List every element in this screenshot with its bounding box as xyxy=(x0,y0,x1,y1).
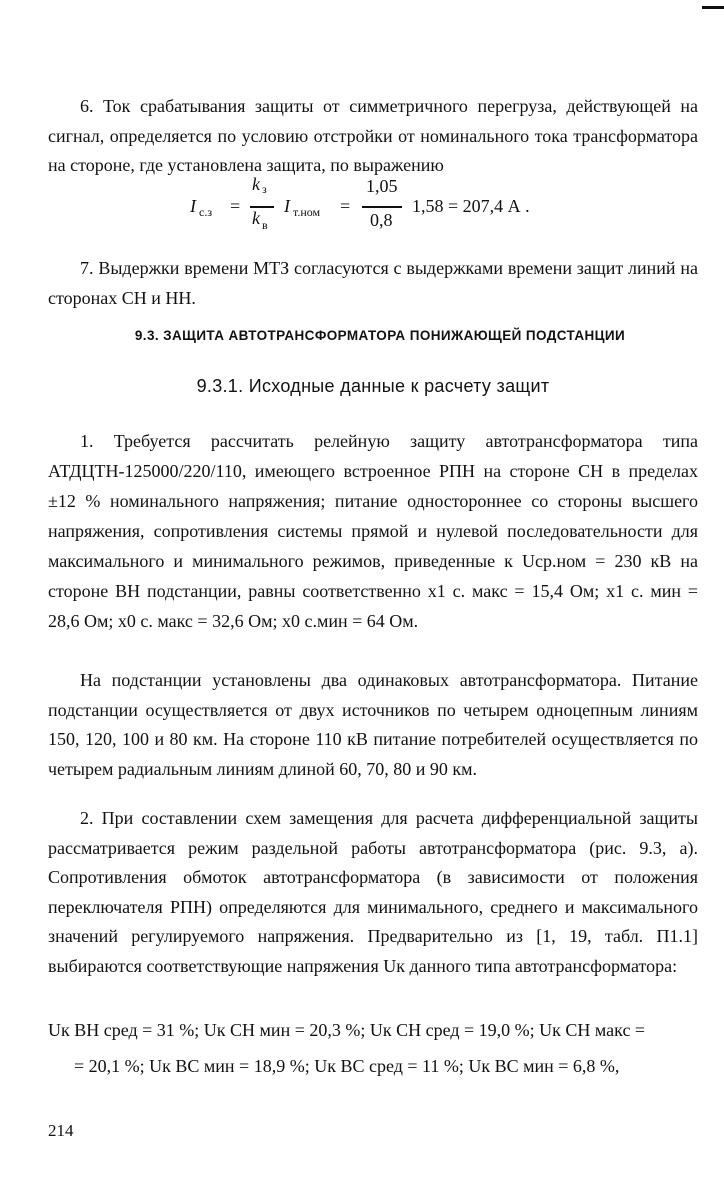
formula-frac2-bar xyxy=(362,206,402,208)
formula-current: I xyxy=(284,196,290,216)
formula-frac2-denominator: 0,8 xyxy=(370,210,393,230)
paragraph-1: 1. Требуется рассчитать релейную защиту автотрансформатора типа АТДЦТН-125000/220/110, имеющего встроенное РПН на стороне СН в пределах ±12 % номинального напряжения; питание одностороннее со стороны высшего напряжения, сопротивления системы прямой и нулевой последовательности для максимального и минимального режимов, приведенные к Uср.ном = 230 кВ на стороне ВН подстанции, равны соответственно x1 с. макс = 15,4 Ом; x1 с. мин = 28,6 Ом; x0 с. макс = 32,6 Ом; x0 с.мин = 64 Ом. xyxy=(48,431,698,631)
formula-equals-1: = xyxy=(230,196,241,216)
formula-frac1-denominator-subscript: в xyxy=(262,218,268,232)
voltages-line-2: = 20,1 %; Uк ВС мин = 18,9 %; Uк ВС сред = 11 %; Uк ВС мин = 6,8 %, xyxy=(74,1056,620,1076)
subsection-heading: 9.3.1. Исходные данные к расчету защит xyxy=(196,376,550,396)
voltages-line-1: Uк ВН сред = 31 %; Uк СН мин = 20,3 %; Uк СН сред = 19,0 %; Uк СН макс = xyxy=(48,1020,646,1040)
paragraph-6: 6. Ток срабатывания защиты от симметричного перегруза, действующей на сигнал, определяется по условию отстройки от номинального тока трансформатора на стороне, где установлена защита, по выражению xyxy=(48,96,698,175)
formula-frac1-denominator: k xyxy=(252,208,260,228)
section-heading: 9.3. ЗАЩИТА АВТОТРАНСФОРМАТОРА ПОНИЖАЮЩЕЙ ПОДСТАНЦИИ xyxy=(134,328,626,343)
formula-equals-2: = xyxy=(340,196,351,216)
page-corner-mark xyxy=(702,6,724,9)
formula-frac2-numerator: 1,05 xyxy=(366,176,398,196)
formula-lhs-subscript: с.з xyxy=(199,205,213,219)
formula-tail: 1,58 = 207,4 А . xyxy=(412,196,530,216)
formula-frac1-numerator-subscript: з xyxy=(262,182,267,196)
formula-lhs: I xyxy=(190,196,196,216)
formula-trip-current xyxy=(190,174,610,238)
paragraph-substation: На подстанции установлены два одинаковых автотрансформатора. Питание подстанции осуществляется от двух источников по четырем одноцепным линиям 150, 120, 100 и 80 км. На стороне 110 кВ питание потребителей осуществляется по четырем радиальным линиям длиной 60, 70, 80 и 90 км. xyxy=(48,670,698,779)
page-number: 214 xyxy=(48,1121,74,1140)
paragraph-7: 7. Выдержки времени МТЗ согласуются с выдержками времени защит линий на сторонах СН и НН. xyxy=(48,258,698,308)
formula-frac1-numerator: k xyxy=(252,174,260,194)
paragraph-2: 2. При составлении схем замещения для расчета дифференциальной защиты рассматривается режим раздельной работы автотрансформатора (рис. 9.3, а). Сопротивления обмоток автотрансформатора (в зависимости от положения переключателя РПН) определяются для минимального, среднего и максимального значений регулируемого напряжения. Предварительно из [1, 19, табл. П1.1] выбираются соответствующие напряжения Uк данного типа автотрансформатора: xyxy=(48,808,698,976)
formula-current-subscript: т.ном xyxy=(293,205,321,219)
